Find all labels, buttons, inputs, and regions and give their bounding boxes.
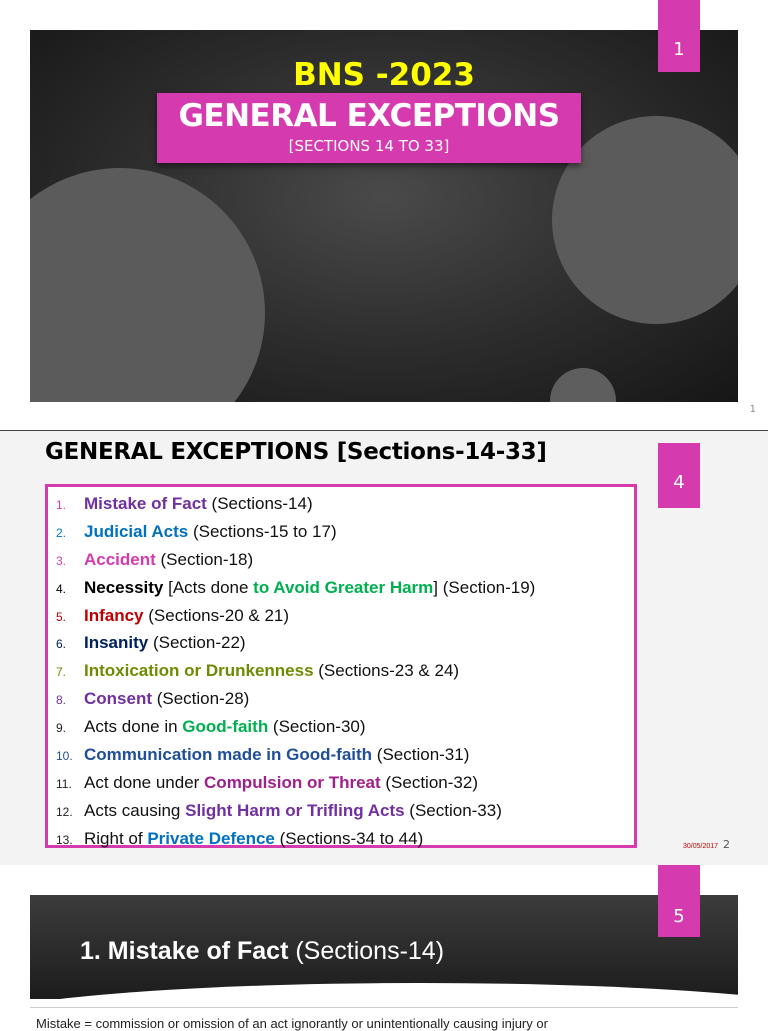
list-item-highlight: Necessity — [84, 577, 164, 597]
list-item-number: 10. — [56, 749, 73, 764]
decorative-curve — [30, 983, 738, 999]
list-item-suffix: (Sections-23 & 24) — [313, 661, 460, 681]
page-number: 2 — [723, 838, 730, 851]
list-item-highlight: Private Defence — [147, 828, 275, 848]
page-number: 1 — [749, 404, 756, 415]
list-item-suffix: (Section-32) — [380, 772, 478, 792]
slide-number-tab: 5 — [658, 865, 700, 937]
list-item-highlight: to Avoid Greater Harm — [253, 577, 434, 597]
list-item-highlight: Accident — [84, 549, 156, 569]
list-item-highlight: Judicial Acts — [84, 521, 189, 541]
list-item — [56, 825, 634, 853]
decorative-circle — [30, 168, 265, 402]
list-item — [56, 602, 634, 630]
list-item-highlight: Compulsion or Threat — [204, 772, 381, 792]
list-item-prefix: Act done under — [84, 772, 205, 792]
list-item-highlight: Intoxication or Drunkenness — [84, 661, 314, 681]
list-item — [56, 713, 634, 741]
list-item-suffix: (Sections-14) — [206, 494, 313, 513]
list-item-number: 11. — [56, 776, 72, 791]
list-item-prefix: Acts causing — [84, 800, 186, 820]
list-item-number: 5. — [56, 609, 67, 624]
list-item-number: 3. — [56, 553, 67, 568]
slide-number-tab: 1 — [658, 0, 700, 72]
slide-2-heading: GENERAL EXCEPTIONS [Sections-14-33] — [45, 439, 547, 465]
list-item-suffix: (Section-28) — [152, 689, 250, 709]
list-item-suffix: (Section-18) — [155, 549, 254, 569]
decorative-circle — [550, 368, 616, 402]
exceptions-list — [48, 487, 634, 853]
slide-3-body-text: Mistake = commission or omission of an act ignorantly or unintentionally causing injury or — [36, 1016, 548, 1031]
list-item — [56, 629, 634, 657]
list-item-suffix: (Section-33) — [404, 800, 502, 820]
list-item-highlight: Consent — [84, 689, 152, 709]
list-item-suffix: ] (Section-19) — [433, 577, 536, 597]
list-item-prefix: Acts done in — [84, 717, 183, 737]
list-item — [56, 490, 634, 518]
list-item — [56, 797, 634, 825]
list-item-number: 12. — [56, 804, 73, 819]
list-item-highlight: Insanity — [84, 633, 149, 653]
slide-3-title-bold: 1. Mistake of Fact — [80, 937, 289, 965]
list-item-suffix: (Section-30) — [268, 717, 366, 737]
list-item-suffix: (Sections-34 to 44) — [274, 828, 424, 848]
list-item — [56, 685, 634, 713]
exceptions-list-box — [45, 484, 637, 848]
slide-3-title-rest: (Sections-14) — [288, 937, 445, 965]
list-item-number: 2. — [56, 525, 67, 540]
list-item-highlight: Good-faith — [182, 717, 269, 737]
list-item-number: 7. — [56, 665, 67, 680]
list-item — [56, 574, 634, 602]
slide-2 — [0, 431, 768, 865]
list-item-suffix: (Sections-15 to 17) — [188, 521, 337, 541]
list-item-suffix: (Section-22) — [148, 633, 246, 653]
list-item — [56, 546, 634, 574]
slide-1-main-title: GENERAL EXCEPTIONS — [178, 98, 560, 134]
list-item-highlight: Slight Harm or Trifling Acts — [185, 800, 405, 820]
list-item-number: 13. — [56, 832, 73, 847]
slide-1-subtitle: [SECTIONS 14 TO 33] — [288, 137, 450, 155]
list-item-number: 9. — [56, 721, 67, 736]
list-item-suffix: [Acts done — [163, 577, 254, 597]
divider — [30, 1007, 738, 1008]
list-item-highlight: Infancy — [84, 605, 144, 625]
slide-3-title — [80, 937, 444, 966]
list-item-number: 1. — [56, 498, 67, 512]
slide-3 — [0, 865, 768, 1031]
list-item-number: 4. — [56, 581, 67, 596]
slide-1-title-band — [157, 93, 581, 163]
list-item-highlight: Communication made in Good-faith — [84, 745, 373, 765]
list-item — [56, 769, 634, 797]
list-item-number: 6. — [56, 637, 67, 652]
list-item-suffix: (Sections-20 & 21) — [143, 605, 290, 625]
slide-number-tab: 4 — [658, 443, 700, 508]
list-item-prefix: Right of — [84, 828, 148, 848]
list-item-suffix: (Section-31) — [372, 745, 470, 765]
list-item — [56, 518, 634, 546]
list-item — [56, 741, 634, 769]
list-item-number: 8. — [56, 693, 67, 708]
slide-1-title-bns: BNS -2023 — [293, 57, 475, 93]
list-item — [56, 657, 634, 685]
list-item-highlight: Mistake of Fact — [84, 494, 207, 513]
slide-1 — [0, 0, 768, 430]
slide-date: 30/05/2017 — [683, 843, 719, 850]
